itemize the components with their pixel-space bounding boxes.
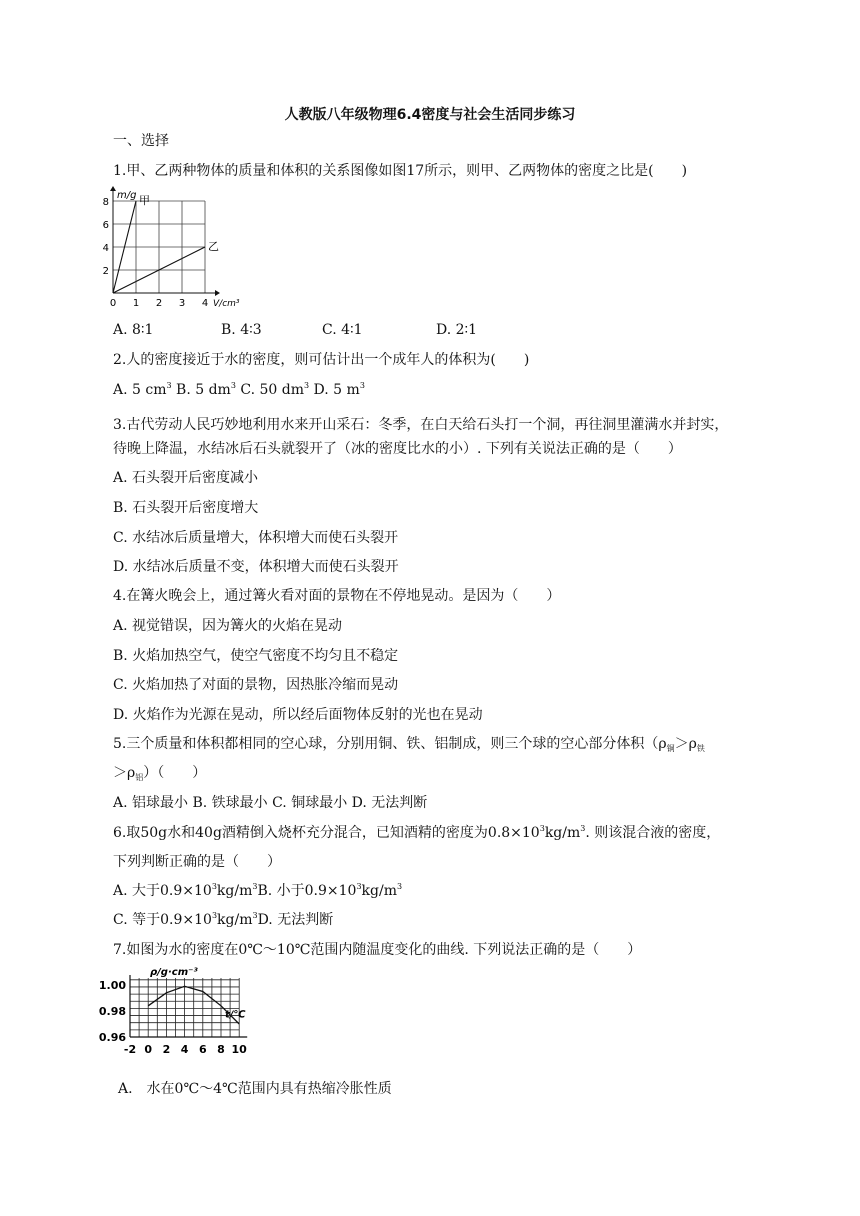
- option-d[interactable]: D. 2∶1: [436, 322, 478, 338]
- x-tick-label: 8: [217, 1043, 225, 1056]
- question-6-options-row-1: [113, 882, 402, 900]
- y-tick-label: 2: [102, 266, 109, 277]
- y-axis-label: m/g: [117, 190, 137, 201]
- water-density-chart: [98, 967, 278, 1062]
- section-heading: 一、选择: [113, 133, 169, 149]
- y-axis-arrow: [110, 186, 116, 191]
- option-d[interactable]: D. 火焰作为光源在晃动，所以经后面物体反射的光也在晃动: [113, 707, 483, 723]
- x-tick-label: 0: [109, 298, 117, 309]
- option-a[interactable]: A. 视觉错误，因为篝火的火焰在晃动: [113, 618, 343, 634]
- option-d[interactable]: D. 5 $m^3$: [313, 381, 365, 398]
- option-a[interactable]: A. 石头裂开后密度减小: [113, 470, 259, 486]
- option-b[interactable]: B. 5 $dm^3$: [176, 381, 236, 398]
- option-a[interactable]: A. 水在0℃～4℃范围内具有热缩冷胀性质: [118, 1081, 392, 1097]
- option-b[interactable]: B. 4∶3: [221, 322, 262, 338]
- question-6-line-1: 6.取50g水和40g酒精倒入烧杯充分混合，已知酒精的密度为$0.8\times 10^3kg/m^3$. 则该混合液的密度，: [113, 824, 721, 841]
- y-tick-label: 0.96: [98, 1031, 126, 1044]
- option-d[interactable]: D. 水结冰后质量不变，体积增大而使石头裂开: [113, 559, 399, 575]
- question-5-options[interactable]: A. 铝球最小 B. 铁球最小 C. 铜球最小 D. 无法判断: [113, 795, 428, 811]
- question-7: 7.如图为水的密度在0℃～10℃范围内随温度变化的曲线. 下列说法正确的是（ ）: [113, 942, 642, 958]
- y-tick-label: 4: [102, 243, 109, 254]
- option-c[interactable]: C. 火焰加热了对面的景物，因热胀冷缩而晃动: [113, 677, 399, 693]
- x-axis-arrow: [215, 290, 220, 296]
- x-tick-label: -2: [123, 1043, 137, 1056]
- x-tick-label: 0: [144, 1043, 153, 1056]
- option-b[interactable]: B. 石头裂开后密度增大: [113, 500, 259, 516]
- page-title: 人教版八年级物理6.4密度与社会生活同步练习: [284, 107, 576, 123]
- x-tick-label: 4: [180, 1043, 189, 1056]
- x-tick-label: 2: [155, 298, 163, 309]
- x-axis-label: V/cm³: [213, 299, 240, 309]
- x-tick-label: 1: [132, 298, 140, 309]
- x-tick-label: 4: [201, 298, 209, 309]
- option-c[interactable]: C. 4∶1: [322, 322, 363, 338]
- x-tick-label: 3: [178, 298, 186, 309]
- option-c[interactable]: C. 50 $dm^3$: [240, 381, 310, 398]
- question-3-line-1: 3.古代劳动人民巧妙地利用水来开山采石：冬季，在白天给石头打一个洞，再往洞里灌满水并封实，: [113, 417, 729, 433]
- y-tick-label: 8: [102, 197, 109, 208]
- option-d[interactable]: D. 无法判断: [257, 912, 334, 928]
- x-tick-label: 10: [231, 1043, 247, 1056]
- series-label: 甲: [139, 194, 150, 207]
- option-b[interactable]: B. 小于$0.9\times 10^3kg/m^3$: [257, 882, 403, 899]
- mass-volume-chart: [100, 190, 260, 315]
- question-2-options: [113, 381, 365, 399]
- option-c[interactable]: C. 等于$0.9\times 10^3kg/m^3$: [113, 911, 258, 928]
- y-tick-label: 0.98: [98, 1005, 126, 1018]
- option-a[interactable]: A. 8∶1: [113, 322, 154, 338]
- x-axis-label: t/℃: [225, 1009, 246, 1021]
- option-a[interactable]: A. 5 $cm^3$: [113, 381, 172, 398]
- series-label: 乙: [208, 240, 219, 253]
- question-5-line-2: $>\rho_铝$）（ ）: [113, 765, 207, 782]
- question-6-line-2: 下列判断正确的是（ ）: [113, 854, 281, 870]
- question-1: 1.甲、乙两种物体的质量和体积的关系图像如图17所示，则甲、乙两物体的密度之比是( ): [113, 163, 688, 179]
- question-3-line-2: 待晚上降温，水结冰后石头就裂开了（冰的密度比水的小）. 下列有关说法正确的是（ ）: [113, 441, 682, 457]
- x-tick-label: 2: [162, 1043, 171, 1056]
- y-tick-label: 1.00: [98, 979, 126, 992]
- question-2: 2.人的密度接近于水的密度，则可估计出一个成年人的体积为( ): [113, 352, 530, 368]
- y-tick-label: 6: [102, 220, 109, 231]
- question-5-line-1: 5.三个质量和体积都相同的空心球，分别用铜、铁、铝制成，则三个球的空心部分体积（$\rho_铜>\rho_铁$: [113, 736, 705, 753]
- x-tick-label: 6: [198, 1043, 207, 1056]
- option-c[interactable]: C. 水结冰后质量增大，体积增大而使石头裂开: [113, 530, 399, 546]
- option-a[interactable]: A. 大于$0.9\times 10^3kg/m^3$: [113, 882, 258, 899]
- option-b[interactable]: B. 火焰加热空气，使空气密度不均匀且不稳定: [113, 648, 399, 664]
- question-6-options-row-2: [113, 911, 333, 929]
- question-4: 4.在篝火晚会上，通过篝火看对面的景物在不停地晃动。是因为（ ）: [113, 588, 561, 604]
- y-axis-label: ρ/g·cm⁻³: [150, 967, 198, 978]
